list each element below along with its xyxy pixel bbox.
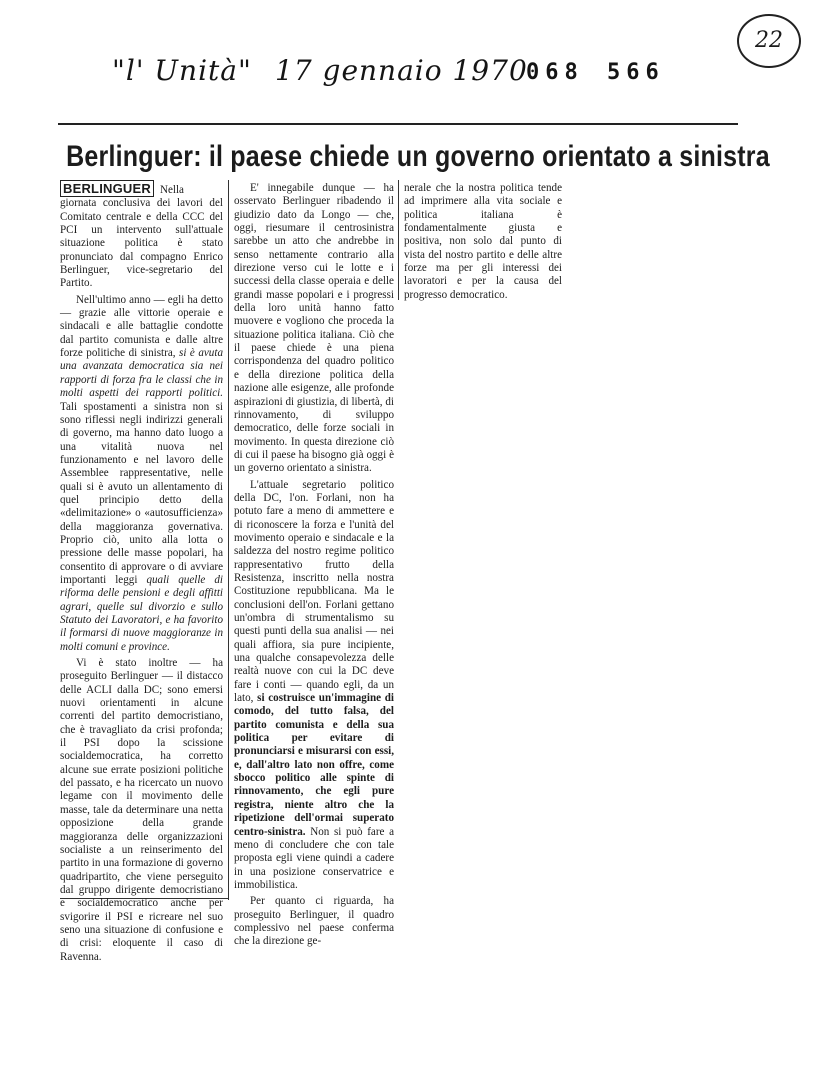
- paragraph: E' innegabile dunque — ha osservato Berlinguer ribadendo il giudizio dato da Longo — che, oggi, riesumare il centrosinistra sarebbe un atto che andrebbe in senso nettamente contrario alla direzione verso cui le lotte e i successi della classe operaia e delle grandi masse popolari e i progressi della loro unità hanno fatto muovere e vogliono che proceda la situazione politica italiana. Ciò che il paese chiede è una piena corrispondenza del quadro politico e della direzione politica della nazione alle esigenze, alle profonde aspirazioni di giustizia, di libertà, di rinnovamento, di sviluppo democratico, delle forze sociali in movimento. In questa direzione ciò di cui il paese ha bisogno già oggi è un governo orientato a sinistra.: [234, 182, 394, 475]
- headline: Berlinguer: il paese chiede un governo orientato a sinistra: [66, 140, 770, 174]
- top-rule: [58, 123, 738, 125]
- paragraph: Nell'ultimo anno — egli ha detto — grazie alle vittorie operaie e sindacali e alle battaglie condotte dal partito comunista e dalle altre forze politiche di sinistra, si è avuta una avanzata democratica sia nei rapporti di forza fra le classi che in molti aspetti dei rapporti politici. Tali spostamenti a sinistra non si sono riflessi negli indirizzi generali di governo, ma hanno dato luogo a una vitalità nuova nel funzionamento e nel lavoro delle Assemblee rappresentative, nelle quali si è avuto un allentamento di quel principio detto della «delimitazione» o «autosufficienza» della maggioranza governativa. Proprio ciò, unito alla lotta o pressione delle masse popolari, ha consentito di approvare o di avviare importanti leggi quali quelle di riforma delle pensioni e degli affitti agrari, quelle sul divorzio e sullo Statuto dei Lavoratori, e ha favorito il formarsi di nuove maggioranze in molti comuni e province.: [60, 293, 223, 653]
- paragraph: nerale che la nostra politica tende ad imprimere alla vita sociale e politica italiana è fondamentalmente giusta e positiva, non solo dal punto di vista del nostro partito e delle altre forze ma per gli interessi dei lavoratori e per la causa del progresso democratico.: [404, 182, 562, 301]
- date-label: 17 gennaio 1970: [275, 54, 528, 87]
- paragraph: L'attuale segretario politico della DC, l'on. Forlani, non ha potuto fare a meno di ammettere e di riconoscere la forza e l'unità del movimento operaio e sindacale e la saldezza del nostro regime politico rappresentativo frutto della Resistenza, inscritto nella nostra Costituzione repubblicana. Ma le conclusioni dell'on. Forlani gettano un'ombra di strumentalismo su questi punti della sua analisi — nei quali affiora, sia pure incipiente, una qualche consapevolezza delle realtà nuove con cui la DC deve fare i conti — quando egli, da un lato, si costruisce un'immagine di comodo, del tutto falsa, del partito comunista e della sua politica per evitare di pronunciarsi e misurarsi con essi, e, dall'altro lato non offre, come sbocco politico alle spinte di rinnovamento, che egli pure registra, niente altro che la ripetizione dell'ormai superato centro-sinistra. Non si può fare a meno di concludere che con tale proposta egli viene quindi a cadere in una posizione conservatrice e immobilistica.: [234, 478, 394, 891]
- column-divider: [228, 180, 229, 900]
- paragraph: Per quanto ci riguarda, ha proseguito Berlinguer, il quadro complessivo nel paese conferma che la direzione ge-: [234, 895, 394, 948]
- source-label: "l' Unità": [112, 54, 252, 87]
- column-divider: [398, 180, 399, 300]
- code-a: 068: [526, 60, 584, 85]
- kicker: BERLINGUER: [60, 180, 154, 197]
- article-column-2: [234, 182, 394, 952]
- paragraph: Vi è stato inoltre — ha proseguito Berlinguer — il distacco delle ACLI dalla DC; sono emersi nuovi orientamenti in alcune correnti del partito democristiano, che è travagliato da crisi profonda; il PSI dopo la scissione socialdemocratica, ha corretto alcune sue errate posizioni politiche del passato, e ha ricercato un nuovo legame con il movimento delle masse, tale da determinare una netta opposizione della grande maggioranza delle organizzazioni socialiste a un reinserimento del partito in una formazione di governo quadripartito, che viene perseguito dal gruppo dirigente democristiano e socialdemocratico anche per svigorire il PSI e ricreare nel suo seno una situazione di confusione e di crisi: eloquente il caso di Ravenna.: [60, 657, 223, 963]
- page-mark: 22: [737, 14, 801, 68]
- paragraph: BERLINGUER Nella giornata conclusiva dei lavori del Comitato centrale e della CCC del PCI un intervento sull'attuale situazione politica è stato pronunciato dal compagno Enrico Berlinguer, vice-segretario del Partito.: [60, 181, 223, 290]
- code-b: 566: [607, 60, 665, 85]
- article-column-3: [404, 182, 562, 305]
- article-column-1: [60, 182, 223, 967]
